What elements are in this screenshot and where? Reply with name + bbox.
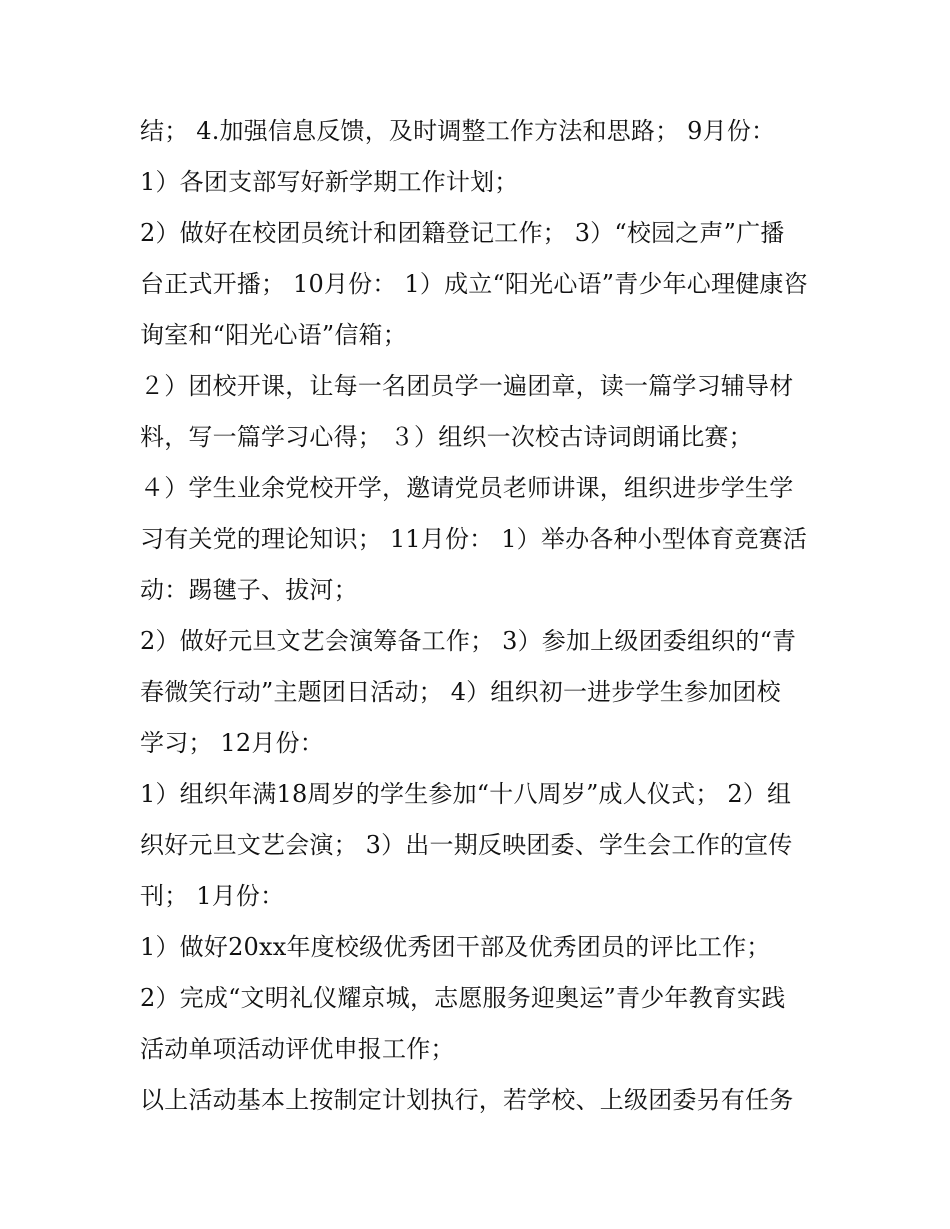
text-line: 习有关党的理论知识； 11月份： 1）举办各种小型体育竞赛活: [140, 525, 808, 553]
text-line: 2）完成“文明礼仪耀京城，志愿服务迎奥运”青少年教育实践: [140, 984, 786, 1012]
text-line: 春微笑行动”主题团日活动； 4）组织初一进步学生参加团校: [140, 678, 781, 706]
text-line: 以上活动基本上按制定计划执行，若学校、上级团委另有任务: [140, 1086, 794, 1114]
text-line: 询室和“阳光心语”信箱；: [140, 321, 407, 349]
document-body: [140, 106, 820, 1126]
text-line: 动：踢毽子、拔河；: [140, 576, 358, 604]
text-line: ４）学生业余党校开学，邀请党员老师讲课，组织进步学生学: [140, 474, 794, 502]
text-line: 学习； 12月份：: [140, 729, 324, 757]
text-line: 2）做好在校团员统计和团籍登记工作； 3）“校园之声”广播: [140, 219, 785, 247]
text-line: 活动单项活动评优申报工作；: [140, 1035, 455, 1063]
text-line: 1）做好20xx年度校级优秀团干部及优秀团员的评比工作；: [140, 933, 771, 961]
text-line: 1）组织年满18周岁的学生参加“十八周岁”成人仪式； 2）组: [140, 780, 792, 808]
text-line: 结； 4.加强信息反馈，及时调整工作方法和思路； 9月份：: [140, 117, 776, 145]
text-line: 台正式开播； 10月份： 1）成立“阳光心语”青少年心理健康咨: [140, 270, 808, 298]
text-line: 2）做好元旦文艺会演筹备工作； 3）参加上级团委组织的“青: [140, 627, 797, 655]
text-line: 刊； 1月份：: [140, 882, 285, 910]
text-line: 织好元旦文艺会演； 3）出一期反映团委、学生会工作的宣传: [140, 831, 793, 859]
text-line: 料，写一篇学习心得； ３）组织一次校古诗词朗诵比赛；: [140, 423, 753, 451]
text-line: ２）团校开课，让每一名团员学一遍团章，读一篇学习辅导材: [140, 372, 794, 400]
text-line: 1）各团支部写好新学期工作计划；: [140, 168, 519, 196]
